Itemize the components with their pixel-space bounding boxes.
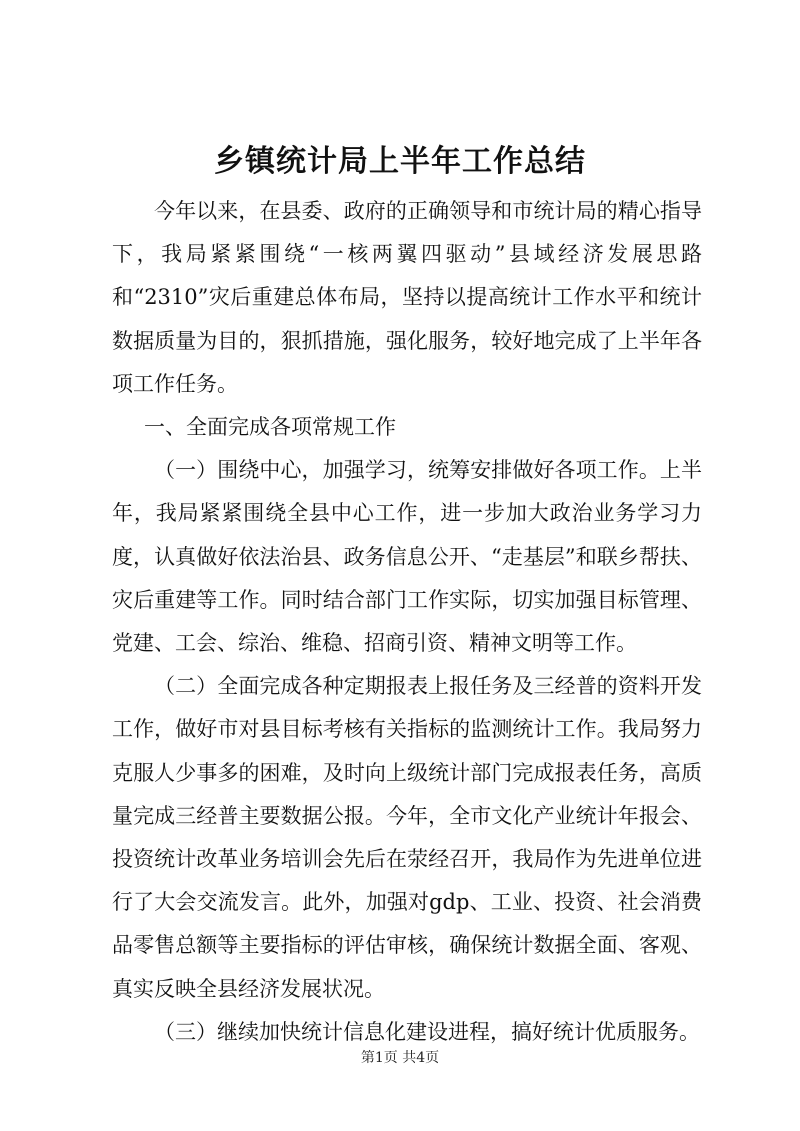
paragraph-item-2: （二）全面完成各种定期报表上报任务及三经普的资料开发工作，做好市对县目标考核有关指标的监测统计工作。我局努力克服人少事多的困难，及时向上级统计部门完成报表任务，高质量完成三经普主要数据公报。今年，全市文化产业统计年报会、投资统计改革业务培训会先后在荥经召开，我局作为先进单位进行了大会交流发言。此外，加强对gdp、工业、投资、社会消费品零售总额等主要指标的评估审核，确保统计数据全面、客观、真实反映全县经济发展状况。 xyxy=(112,674,702,1001)
paragraph-item-1: （一）围绕中心，加强学习，统筹安排做好各项工作。上半年，我局紧紧围绕全县中心工作，进一步加大政治业务学习力度，认真做好依法治县、政务信息公开、“走基层”和联乡帮扶、灾后重建等工作。同时结合部门工作实际，切实加强目标管理、党建、工会、综治、维稳、招商引资、精神文明等工作。 xyxy=(112,458,702,656)
document-body xyxy=(112,190,702,1054)
section-heading-1: 一、全面完成各项常规工作 xyxy=(144,415,396,440)
paragraph-item-3: （三）继续加快统计信息化建设进程，搞好统计优质服务。 xyxy=(154,1019,700,1044)
intro-paragraph: 今年以来，在县委、政府的正确领导和市统计局的精心指导下，我局紧紧围绕“一核两翼四驱动”县域经济发展思路和“2310”灾后重建总体布局，坚持以提高统计工作水平和统计数据质量为目的，狠抓措施，强化服务，较好地完成了上半年各项工作任务。 xyxy=(112,199,702,396)
page-number-footer: 第1页 共4页 xyxy=(360,1050,440,1066)
document-title: 乡镇统计局上半年工作总结 xyxy=(214,144,586,179)
